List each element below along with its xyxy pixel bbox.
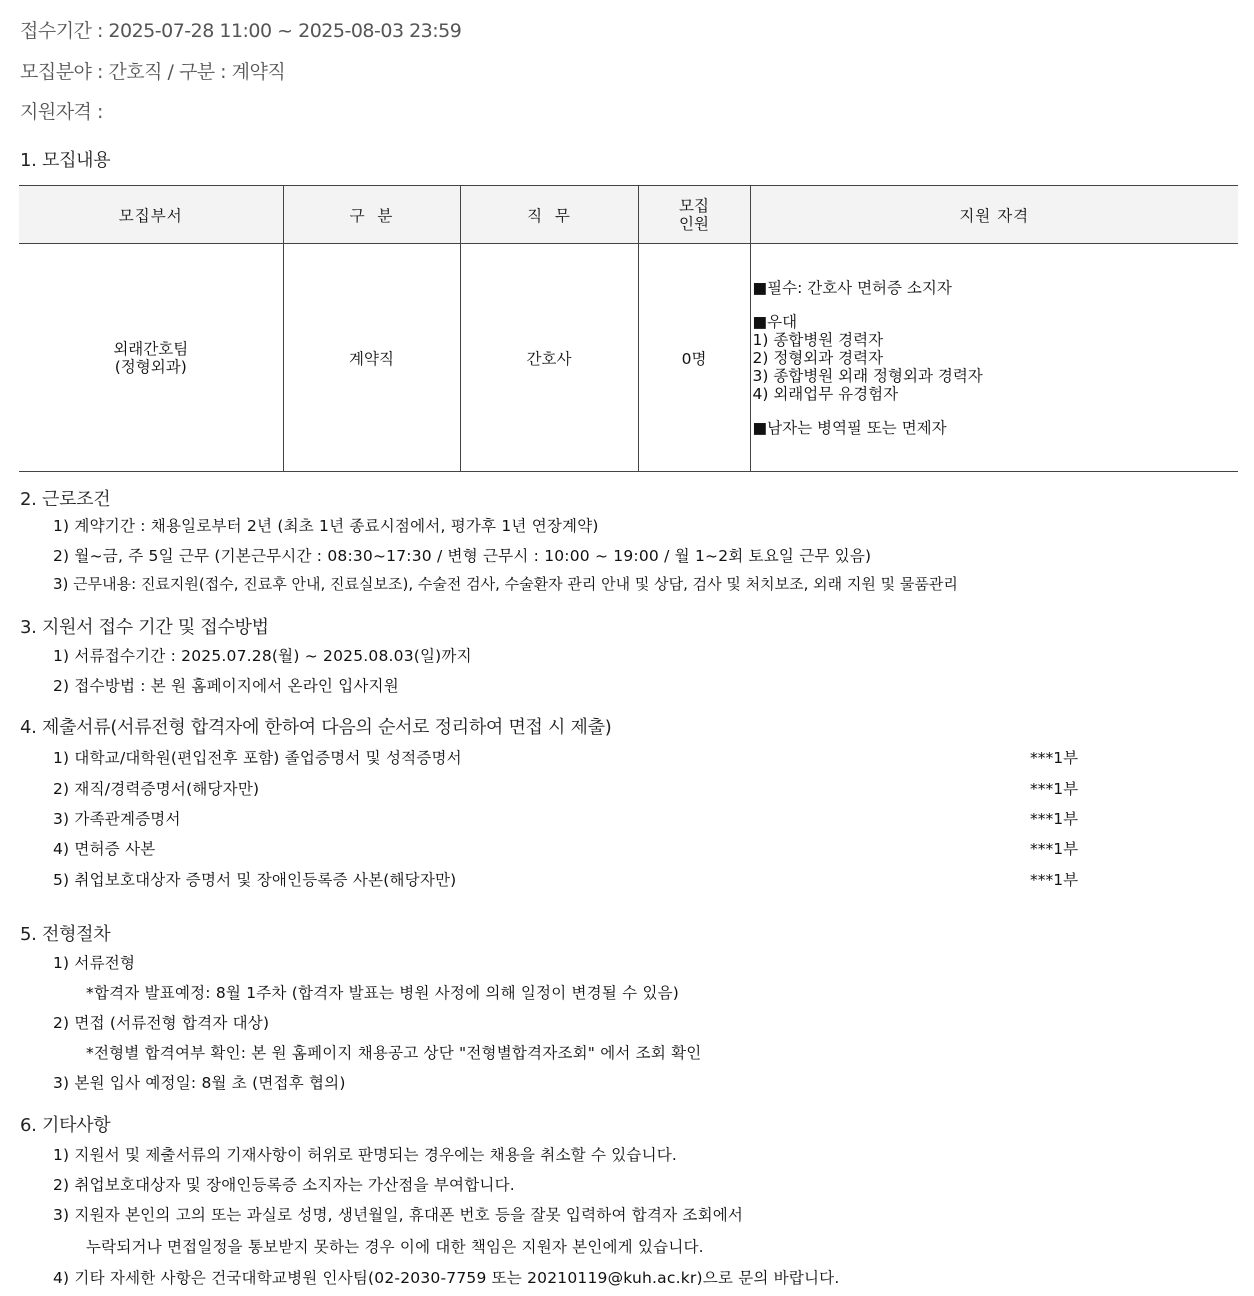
- section3-title: 3. 지원서 접수 기간 및 접수방법: [20, 617, 269, 638]
- qual-preferred-4: 4) 외래업무 유경험자: [752, 384, 899, 403]
- process-step-2: 2) 면접 (서류전형 합격자 대상): [53, 1014, 270, 1032]
- header-job: 직 무: [460, 186, 638, 244]
- cell-qualification: [750, 244, 1238, 472]
- apply-item-1: 1) 서류접수기간 : 2025.07.28(월) ~ 2025.08.03(일)까지: [53, 647, 472, 665]
- header-type: 구 분: [283, 186, 460, 244]
- etc-item-3: 3) 지원자 본인의 고의 또는 과실로 성명, 생년월일, 휴대폰 번호 등을 잘못 입력하여 합격자 조회에서: [53, 1206, 744, 1224]
- section2-title: 2. 근로조건: [20, 489, 111, 510]
- document-count-1: ***1부: [1030, 749, 1079, 767]
- document-count-5: ***1부: [1030, 871, 1079, 889]
- qual-preferred-1: 1) 종합병원 경력자: [752, 330, 884, 349]
- document-count-3: ***1부: [1030, 810, 1079, 828]
- etc-item-1: 1) 지원서 및 제출서류의 기재사항이 허위로 판명되는 경우에는 채용을 취소할 수 있습니다.: [53, 1146, 678, 1164]
- application-period: 접수기간 : 2025-07-28 11:00 ~ 2025-08-03 23:59: [20, 20, 462, 42]
- document-count-4: ***1부: [1030, 840, 1079, 858]
- process-step-1-note: *합격자 발표예정: 8월 1주차 (합격자 발표는 병원 사정에 의해 일정이 변경될 수 있음): [86, 984, 680, 1002]
- condition-item-1: 1) 계약기간 : 채용일로부터 2년 (최초 1년 종료시점에서, 평가후 1년 연장계약): [53, 517, 599, 535]
- table-header-row: [19, 186, 1238, 244]
- header-dept: 모집부서: [19, 186, 283, 244]
- header-count: [638, 186, 750, 244]
- qual-preferred-3: 3) 종합병원 외래 정형외과 경력자: [752, 366, 983, 385]
- recruit-table: [19, 185, 1238, 472]
- qualification-label: 지원자격 :: [20, 101, 103, 123]
- cell-type: 계약직: [283, 244, 460, 472]
- etc-item-3-continued: 누락되거나 면접일정을 통보받지 못하는 경우 이에 대한 책임은 지원자 본인에게 있습니다.: [86, 1238, 704, 1256]
- qual-required: ■필수: 간호사 면허증 소지자: [752, 278, 952, 297]
- cell-dept: [19, 244, 283, 472]
- document-item-3: 3) 가족관계증명서: [53, 810, 181, 828]
- qual-military: ■남자는 병역필 또는 면제자: [752, 418, 947, 437]
- process-step-1: 1) 서류전형: [53, 954, 136, 972]
- process-step-2-note: *전형별 합격여부 확인: 본 원 홈페이지 채용공고 상단 "전형별합격자조회" 에서 조회 확인: [86, 1044, 702, 1062]
- cell-job: 간호사: [460, 244, 638, 472]
- document-item-4: 4) 면허증 사본: [53, 840, 156, 858]
- recruit-field: 모집분야 : 간호직 / 구분 : 계약직: [20, 61, 286, 83]
- qual-preferred-title: ■우대: [752, 312, 798, 331]
- header-qualification: 지원 자격: [750, 186, 1238, 244]
- qual-preferred-2: 2) 정형외과 경력자: [752, 348, 884, 367]
- dept-sub: (정형외과): [114, 357, 187, 376]
- header-count-label: 모집 인원: [679, 196, 709, 233]
- condition-item-2: 2) 월~금, 주 5일 근무 (기본근무시간 : 08:30~17:30 / 변형 근무시 : 10:00 ~ 19:00 / 월 1~2회 토요일 근무 있음): [53, 547, 872, 565]
- dept-name: 외래간호팀: [113, 339, 189, 358]
- document-item-1: 1) 대학교/대학원(편입전후 포함) 졸업증명서 및 성적증명서: [53, 749, 462, 767]
- etc-item-2: 2) 취업보호대상자 및 장애인등록증 소지자는 가산점을 부여합니다.: [53, 1176, 515, 1194]
- section1-title: 1. 모집내용: [20, 150, 111, 171]
- section6-title: 6. 기타사항: [20, 1115, 111, 1136]
- section5-title: 5. 전형절차: [20, 924, 111, 945]
- document-item-5: 5) 취업보호대상자 증명서 및 장애인등록증 사본(해당자만): [53, 871, 457, 889]
- section4-title: 4. 제출서류(서류전형 합격자에 한하여 다음의 순서로 정리하여 면접 시 제출): [20, 717, 612, 738]
- document-item-2: 2) 재직/경력증명서(해당자만): [53, 780, 260, 798]
- table-row: [19, 244, 1238, 472]
- condition-item-3: 3) 근무내용: 진료지원(접수, 진료후 안내, 진료실보조), 수술전 검사, 수술환자 관리 안내 및 상담, 검사 및 처치보조, 외래 지원 및 물품관리: [53, 575, 958, 593]
- process-step-3: 3) 본원 입사 예정일: 8월 초 (면접후 협의): [53, 1074, 346, 1092]
- document-count-2: ***1부: [1030, 780, 1079, 798]
- etc-item-4: 4) 기타 자세한 사항은 건국대학교병원 인사팀(02-2030-7759 또는 20210119@kuh.ac.kr)으로 문의 바랍니다.: [53, 1269, 840, 1287]
- cell-count: 0명: [638, 244, 750, 472]
- apply-item-2: 2) 접수방법 : 본 원 홈페이지에서 온라인 입사지원: [53, 677, 399, 695]
